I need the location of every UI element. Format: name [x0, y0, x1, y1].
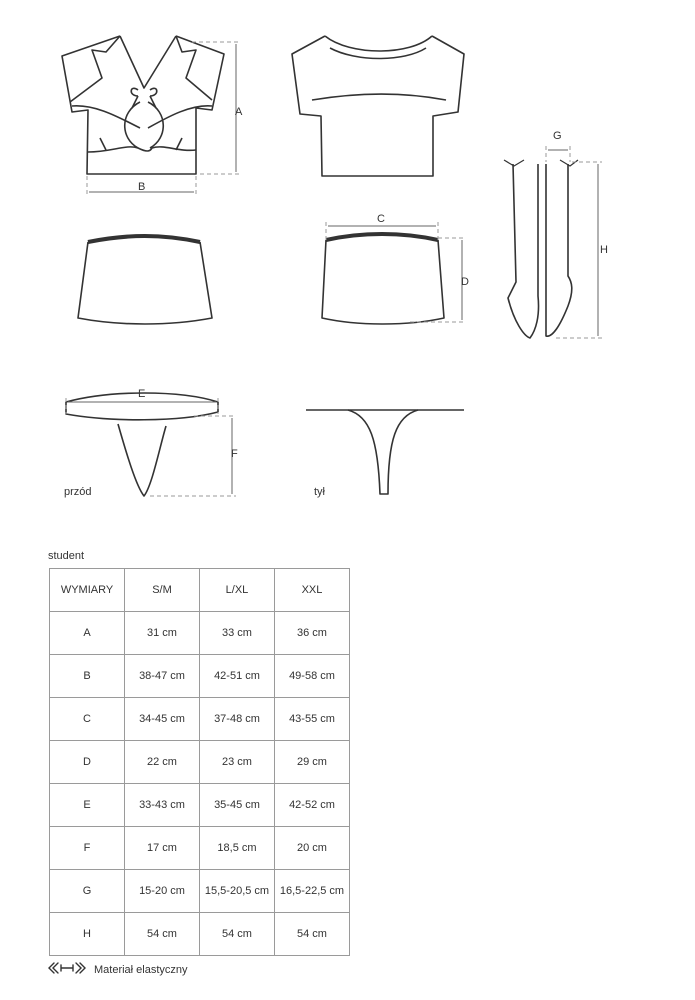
- table-cell: D: [50, 741, 125, 784]
- table-row: [50, 655, 350, 698]
- table-header-cell: WYMIARY: [50, 569, 125, 612]
- table-cell: 38-47 cm: [125, 655, 200, 698]
- table-cell: 31 cm: [125, 612, 200, 655]
- table-cell: C: [50, 698, 125, 741]
- table-cell: 54 cm: [200, 913, 275, 956]
- table-cell: H: [50, 913, 125, 956]
- caption-front: przód: [64, 486, 92, 498]
- table-row: [50, 784, 350, 827]
- dimension-label-h: H: [600, 244, 608, 256]
- table-cell: 15,5-20,5 cm: [200, 870, 275, 913]
- dimension-label-c: C: [377, 213, 385, 225]
- table-row: [50, 870, 350, 913]
- dimension-label-b: B: [138, 181, 146, 193]
- table-cell: F: [50, 827, 125, 870]
- table-cell: 37-48 cm: [200, 698, 275, 741]
- table-cell: 42-52 cm: [275, 784, 350, 827]
- skirt-front-drawing: [78, 236, 212, 324]
- table-header-cell: L/XL: [200, 569, 275, 612]
- table-row: [50, 741, 350, 784]
- table-cell: 20 cm: [275, 827, 350, 870]
- elastic-arrows-icon: [48, 962, 86, 977]
- dimension-label-e: E: [138, 388, 146, 400]
- table-cell: 54 cm: [275, 913, 350, 956]
- table-row: [50, 913, 350, 956]
- size-table: [49, 568, 350, 956]
- table-cell: 42-51 cm: [200, 655, 275, 698]
- dimension-lines: [66, 42, 602, 496]
- table-cell: 22 cm: [125, 741, 200, 784]
- table-cell: 34-45 cm: [125, 698, 200, 741]
- table-cell: 43-55 cm: [275, 698, 350, 741]
- table-cell: 17 cm: [125, 827, 200, 870]
- table-cell: 33-43 cm: [125, 784, 200, 827]
- stockings-drawing: [504, 160, 578, 338]
- dimension-label-f: F: [231, 448, 238, 460]
- table-cell: 18,5 cm: [200, 827, 275, 870]
- table-cell: 36 cm: [275, 612, 350, 655]
- top-front-drawing: [62, 36, 224, 174]
- table-cell: 16,5-22,5 cm: [275, 870, 350, 913]
- table-title: student: [48, 550, 85, 562]
- table-cell: 33 cm: [200, 612, 275, 655]
- legend-label: Materiał elastyczny: [94, 963, 188, 976]
- table-cell: B: [50, 655, 125, 698]
- table-cell: 54 cm: [125, 913, 200, 956]
- table-header-cell: XXL: [275, 569, 350, 612]
- thong-front-drawing: [66, 393, 218, 496]
- thong-back-drawing: [306, 410, 464, 494]
- top-back-drawing: [292, 36, 464, 176]
- table-row: [50, 612, 350, 655]
- dimension-label-a: A: [235, 106, 243, 118]
- table-header-row: [50, 569, 350, 612]
- table-cell: 29 cm: [275, 741, 350, 784]
- legend: [48, 962, 188, 977]
- table-cell: G: [50, 870, 125, 913]
- table-row: [50, 827, 350, 870]
- dimension-label-d: D: [461, 276, 469, 288]
- table-cell: 15-20 cm: [125, 870, 200, 913]
- caption-back: tył: [314, 486, 325, 498]
- dimension-label-g: G: [553, 130, 562, 142]
- skirt-back-drawing: [322, 234, 444, 324]
- table-cell: 23 cm: [200, 741, 275, 784]
- table-row: [50, 698, 350, 741]
- table-header-cell: S/M: [125, 569, 200, 612]
- table-cell: 49-58 cm: [275, 655, 350, 698]
- table-cell: 35-45 cm: [200, 784, 275, 827]
- table-cell: E: [50, 784, 125, 827]
- table-cell: A: [50, 612, 125, 655]
